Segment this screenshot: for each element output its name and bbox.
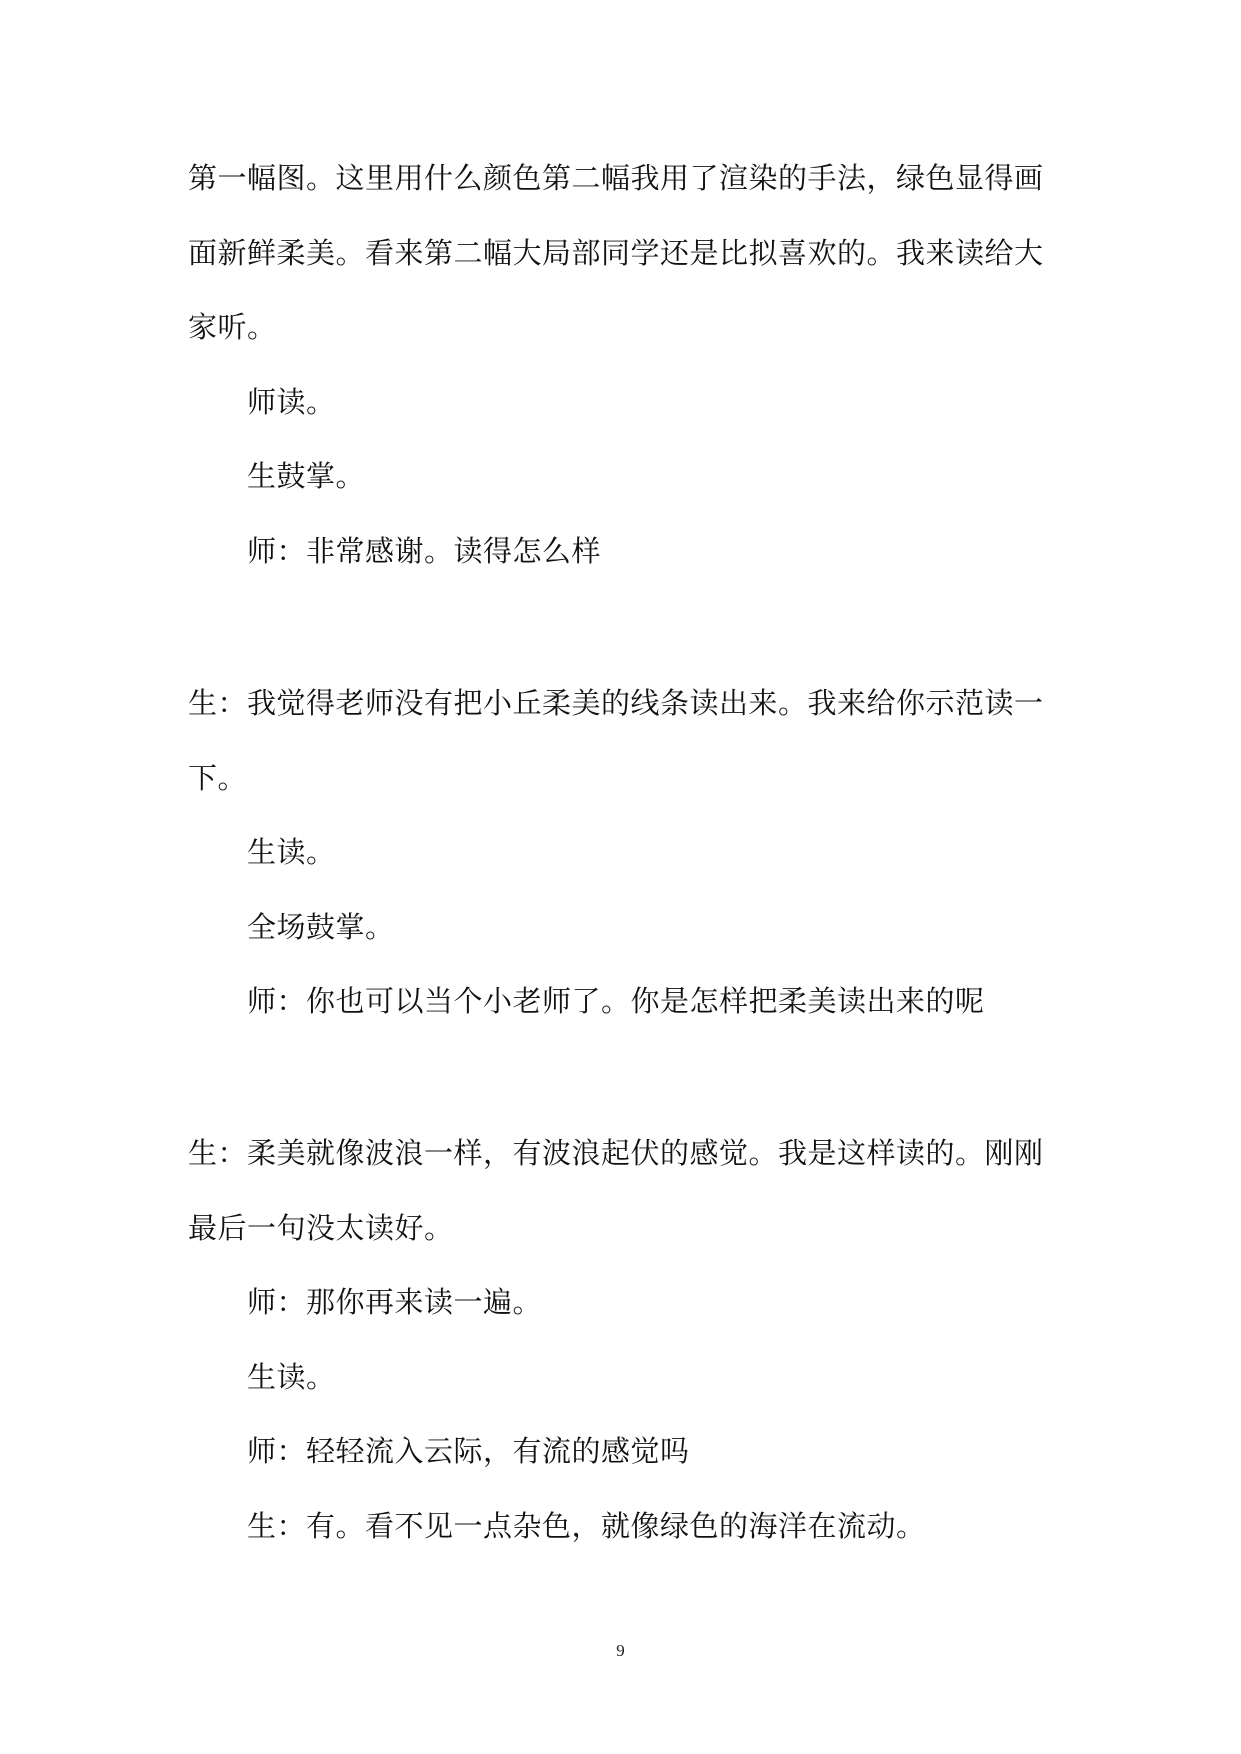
text-line: 最后一句没太读好。: [188, 1211, 454, 1245]
text-line: 生读。: [247, 1360, 336, 1394]
text-line: 师：那你再来读一遍。: [247, 1285, 543, 1319]
text-line: 生读。: [247, 835, 336, 869]
text-line: 面新鲜柔美。看来第二幅大局部同学还是比拟喜欢的。我来读给大: [188, 236, 1044, 270]
text-line: 师：你也可以当个小老师了。你是怎样把柔美读出来的呢: [247, 984, 985, 1018]
text-line: 家听。: [188, 310, 277, 344]
text-line: 师：非常感谢。读得怎么样: [247, 534, 602, 568]
text-line: 生：我觉得老师没有把小丘柔美的线条读出来。我来给你示范读一: [188, 686, 1044, 720]
text-line: 师：轻轻流入云际，有流的感觉吗: [247, 1434, 690, 1468]
text-line: 生：有。看不见一点杂色，就像绿色的海洋在流动。: [247, 1509, 926, 1543]
text-line: 生：柔美就像波浪一样，有波浪起伏的感觉。我是这样读的。刚刚: [188, 1136, 1044, 1170]
text-line: 师读。: [247, 385, 336, 419]
text-line: 下。: [188, 761, 248, 795]
text-line: 第一幅图。这里用什么颜色第二幅我用了渲染的手法，绿色显得画: [188, 161, 1044, 195]
page-number: 9: [616, 1641, 625, 1660]
text-line: 生鼓掌。: [247, 459, 366, 493]
text-line: 全场鼓掌。: [247, 910, 395, 944]
